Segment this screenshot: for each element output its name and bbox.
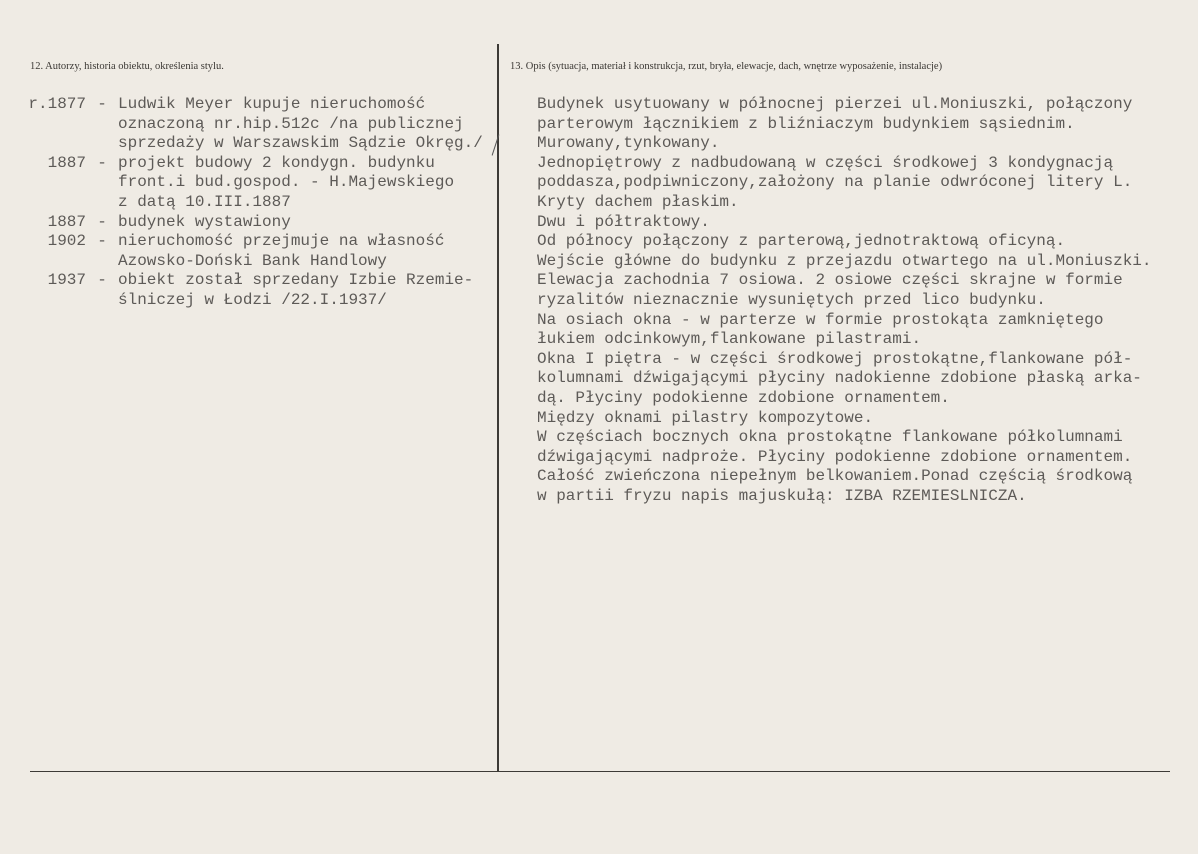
section-12-heading: 12. Autorzy, historia obiektu, określenia stylu. [30, 61, 224, 72]
description-line: Od północy połączony z parterową,jednotraktową oficyną. [537, 232, 1066, 251]
history-entry [24, 154, 483, 213]
description-line: W częściach bocznych okna prostokątne flankowane półkolumnami [537, 428, 1123, 447]
entry-dash: - [97, 271, 107, 290]
entry-dash: - [97, 232, 107, 251]
description-line: ryzalitów nieznacznie wysuniętych przed lico budynku. [537, 290, 1046, 309]
column-divider [497, 44, 499, 772]
entry-dash: - [97, 212, 107, 231]
description-line: Wejście główne do budynku z przejazdu otwartego na ul.Moniuszki. [537, 251, 1152, 270]
entry-line: front.i bud.gospod. - H.Majewskiego [118, 173, 455, 192]
description-line: Jednopiętrowy z nadbudowaną w części środkowej 3 kondygnacją [537, 153, 1114, 172]
description-line: kolumnami dźwigającymi płyciny nadokienne zdobione płaską arka- [537, 369, 1142, 388]
entry-line: Azowsko-Doński Bank Handlowy [118, 251, 387, 270]
entry-dash: - [97, 153, 107, 172]
history-entry [24, 95, 483, 154]
entry-line: nieruchomość przejmuje na własność [118, 232, 445, 251]
entry-date: 1887 [47, 212, 86, 231]
entry-line: ślniczej w Łodzi /22.I.1937/ [118, 290, 387, 309]
entry-line: oznaczoną nr.hip.512c /na publicznej [118, 114, 464, 133]
description-line: poddasza,podpiwniczony,założony na planie odwróconej litery L. [537, 173, 1133, 192]
entry-date: 1937 [47, 271, 86, 290]
history-entry [24, 271, 483, 310]
history-list [24, 95, 483, 311]
entry-line: z datą 10.III.1887 [118, 192, 291, 211]
entry-line: Ludwik Meyer kupuje nieruchomość [118, 95, 426, 113]
entry-line: budynek wystawiony [118, 212, 291, 231]
bottom-rule [30, 771, 1170, 772]
history-entry [24, 232, 483, 271]
history-entry [24, 213, 483, 233]
entry-date: 1887 [47, 153, 86, 172]
description-line: Murowany,tynkowany. [537, 134, 720, 153]
description-line: w partii fryzu napis majuskułą: IZBA RZEMIESLNICZA. [537, 486, 1027, 505]
description-line: Między oknami pilastry kompozytowe. [537, 408, 874, 427]
entry-date: 1902 [47, 232, 86, 251]
entry-date: r.1877 [28, 95, 86, 113]
entry-line: sprzedaży w Warszawskim Sądzie Okręg./ [118, 134, 483, 153]
description-text [537, 95, 1152, 506]
entry-line: obiekt został sprzedany Izbie Rzemie- [118, 271, 474, 290]
description-line: Na osiach okna - w parterze w formie prostokąta zamkniętego [537, 310, 1104, 329]
description-line: Budynek usytuowany w północnej pierzei ul.Moniuszki, połączony [537, 95, 1133, 113]
entry-dash: - [97, 95, 107, 113]
description-line: Elewacja zachodnia 7 osiowa. 2 osiowe części skrajne w formie [537, 271, 1123, 290]
description-line: łukiem odcinkowym,flankowane pilastrami. [537, 330, 922, 349]
description-line: Kryty dachem płaskim. [537, 192, 739, 211]
section-13-heading: 13. Opis (sytuacja, materiał i konstrukcja, rzut, bryła, elewacje, dach, wnętrze wyposażenie, instalacje) [510, 61, 943, 72]
description-line: Okna I piętra - w części środkowej prostokątne,flankowane pół- [537, 349, 1133, 368]
description-line: Całość zwieńczona niepełnym belkowaniem.Ponad częścią środkową [537, 467, 1133, 486]
description-line: dą. Płyciny podokienne zdobione ornamentem. [537, 388, 950, 407]
description-line: Dwu i półtraktowy. [537, 212, 710, 231]
entry-line: projekt budowy 2 kondygn. budynku [118, 153, 435, 172]
description-line: dźwigającymi nadproże. Płyciny podokienne zdobione ornamentem. [537, 447, 1133, 466]
description-line: parterowym łącznikiem z bliźniaczym budynkiem sąsiednim. [537, 114, 1075, 133]
